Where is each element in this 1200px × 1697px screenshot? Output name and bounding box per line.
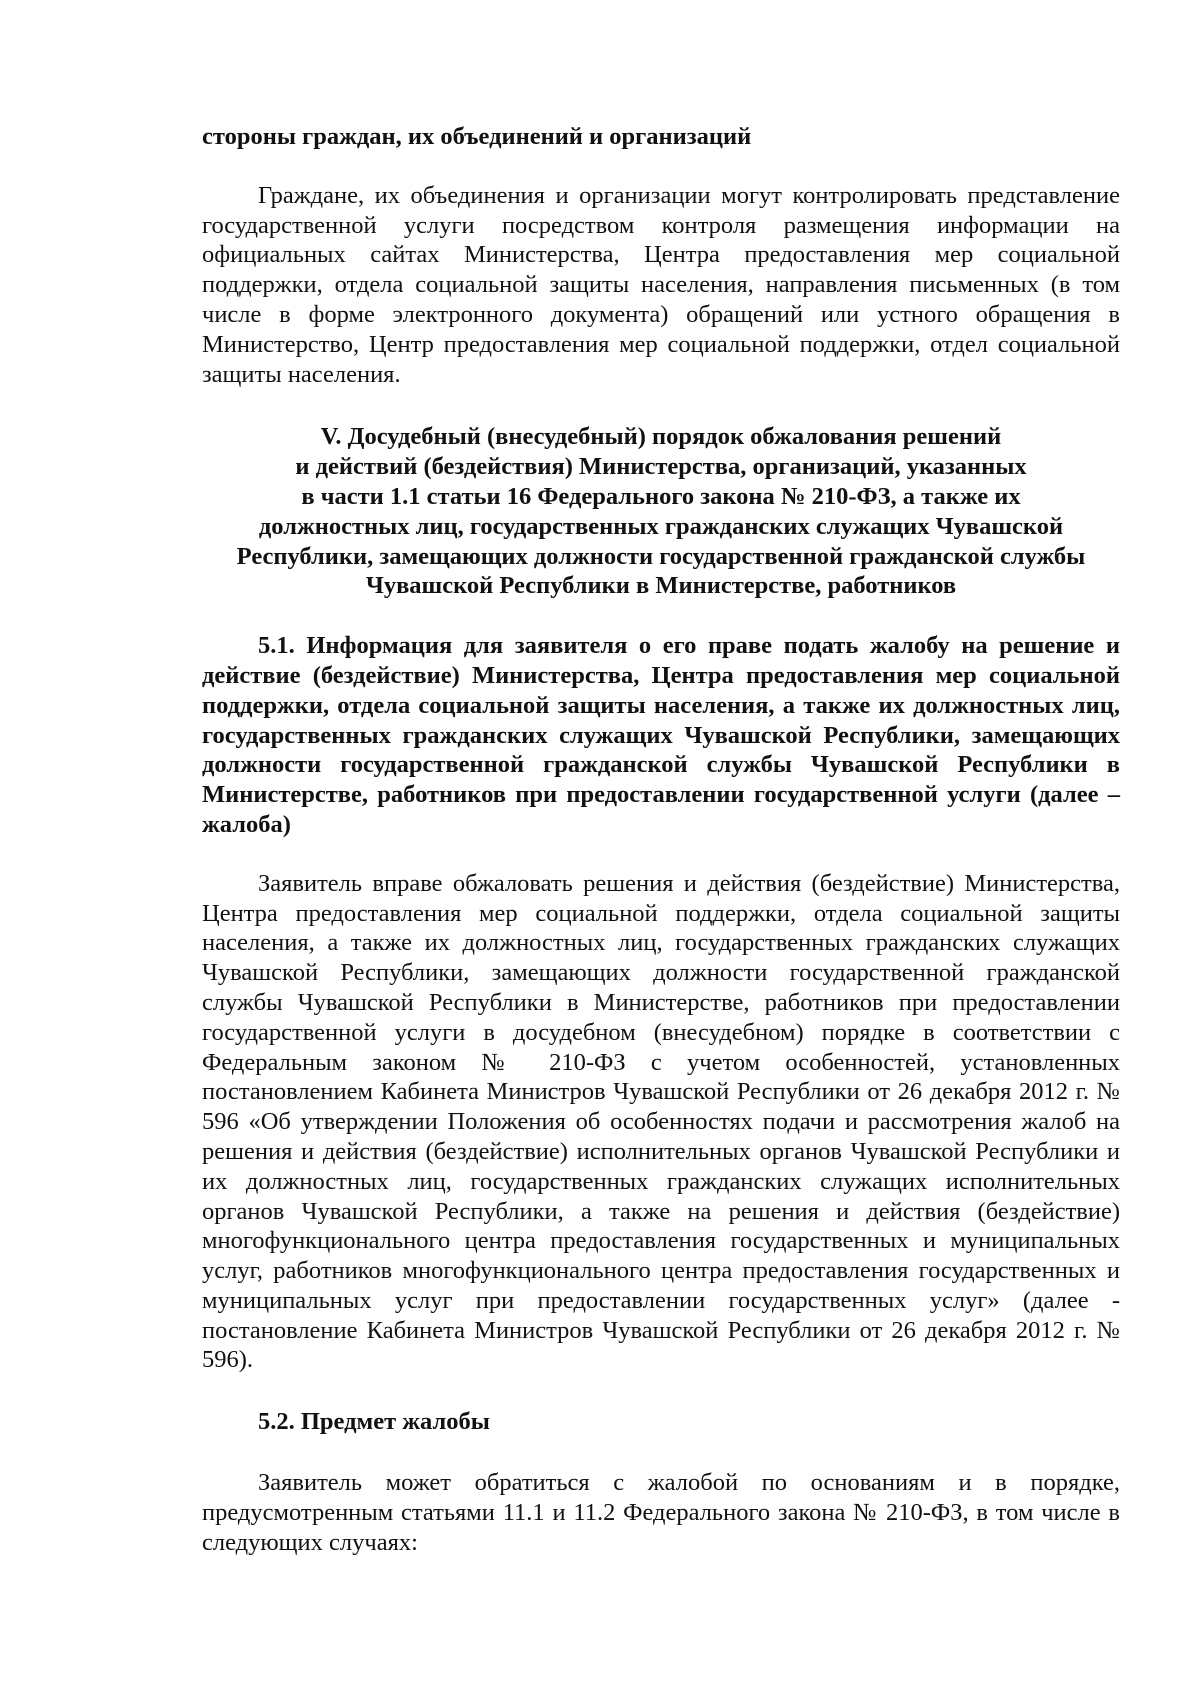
section-v-title-line: должностных лиц, государственных гражданских служащих Чувашской [258, 512, 1064, 540]
section-v-title [202, 422, 1120, 601]
document-body [202, 122, 1120, 1557]
section-v-title-line: и действий (бездействия) Министерства, организаций, указанных [295, 453, 1027, 481]
section-v-title-line: Чувашской Республики в Министерстве, работников [365, 572, 957, 600]
subsection-5-2-title: 5.2. Предмет жалобы [258, 1408, 490, 1436]
section-v-title-line: Республики, замещающих должности государственной гражданской службы [236, 542, 1086, 570]
section-v-title-line: V. Досудебный (внесудебный) порядок обжалования решений [320, 423, 1002, 451]
paragraph-5-2: Заявитель может обратиться с жалобой по основаниям и в порядке, предусмотренным статьями 11.1 и 11.2 Федерального закона № 210-ФЗ, в том числе в следующих случаях: [202, 1469, 1120, 1556]
heading-continuation: стороны граждан, их объединений и организаций [202, 123, 752, 150]
paragraph-5-1: Заявитель вправе обжаловать решения и действия (бездействие) Министерства, Центра предоставления мер социальной поддержки, отдела социальной защиты населения, а также их должностных лиц, государственных гражданских служащих Чувашской Республики, замещающих должности государственной гражданской службы Чувашской Республики в Министерстве, работников при предоставлении государственной услуги в досудебном (внесудебном) порядке в соответствии с Федеральным законом № 210-ФЗ с учетом особенностей, установленных постановлением Кабинета Министров Чувашской Республики от 26 декабря 2012 г. № 596 «Об утверждении Положения об особенностях подачи и рассмотрения жалоб на решения и действия (бездействие) исполнительных органов Чувашской Республики и их должностных лиц, государственных гражданских служащих исполнительных органов Чувашской Республики, а также на решения и действия (бездействие) многофункционального центра предоставления государственных и муниципальных услуг, работников многофункционального центра предоставления государственных и муниципальных услуг при предоставлении государственных услуг» (далее - постановление Кабинета Министров Чувашской Республики от 26 декабря 2012 г. № 596). [202, 869, 1120, 1374]
paragraph-control: Граждане, их объединения и организации могут контролировать представление государственной услуги посредством контроля размещения информации на официальных сайтах Министерства, Центра предоставления мер социальной поддержки, отдела социальной защиты населения, направления письменных (в том числе в форме электронного документа) обращений или устного обращения в Министерство, Центр предоставления мер социальной поддержки, отдел социальной защиты населения. [202, 181, 1120, 388]
subsection-5-1-title: 5.1. Информация для заявителя о его праве подать жалобу на решение и действие (бездействие) Министерства, Центра предоставления мер социальной поддержки, отдела социальной защиты населения, а также их должностных лиц, государственных гражданских служащих Чувашской Республики, замещающих должности государственной гражданской службы Чувашской Республики в Министерстве, работников при предоставлении государственной услуги (далее – жалоба) [202, 632, 1120, 838]
section-v-title-line: в части 1.1 статьи 16 Федерального закона № 210-ФЗ, а также их [301, 482, 1021, 510]
